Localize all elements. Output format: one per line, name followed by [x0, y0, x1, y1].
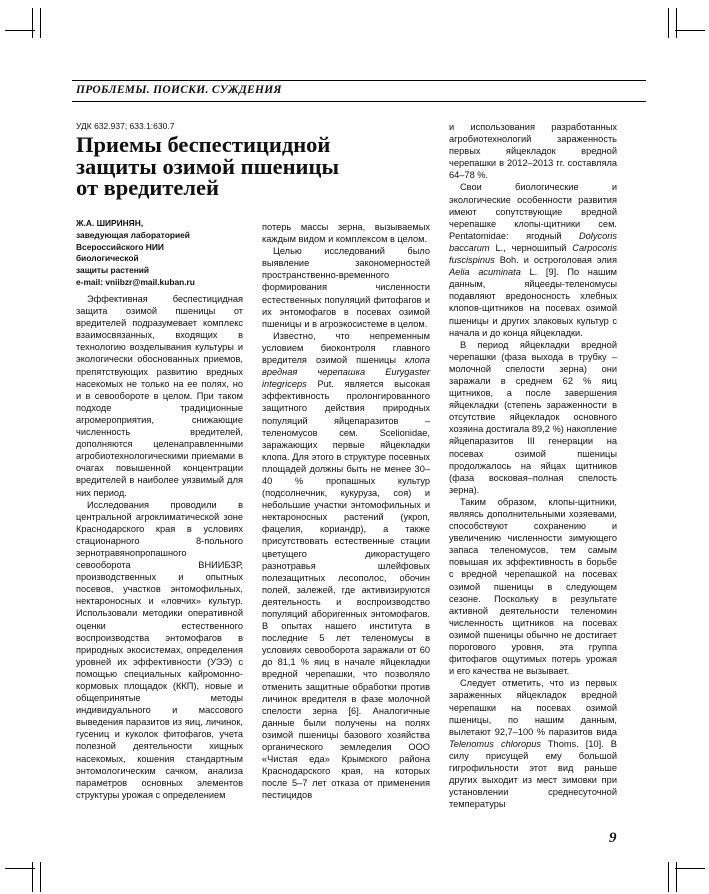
- crop-mark: [675, 868, 705, 869]
- text-run: Boh. и остроголовая элия: [494, 255, 617, 266]
- paragraph: потерь массы зерна, вызываемых каждым видом и комплексом в целом.: [262, 222, 430, 245]
- species-name: Carpocoris fuscispinus: [449, 242, 617, 266]
- paragraph: Целью исследований было выявление закономерностей пространственно-временного формирования численности естественных популяций фитофагов и их энтомофагов в посевах озимой пшеницы и в агроэкосистеме в целом.: [262, 246, 430, 329]
- species-name: Aelia acuminata: [449, 267, 521, 278]
- udc-code: УДК 632.937; 633.1:630.7: [76, 121, 175, 131]
- article-title: [76, 134, 416, 199]
- text-run: L., черношипый: [489, 242, 573, 253]
- paragraph: Таким образом, клопы-щитники, являясь дополнительными хозяевами, способствуют сохранению и увеличению численности зимующего запаса теленомусов, тем самым повышая их эффективность в борьбе с вредной черепашкой на посевах озимой пшеницы в следующем сезоне. Поскольку в результате активной деятельности теленомин численность щитников на посевах озимой пшеницы обычно не достигает порогового уровня, эта группа фитофагов ощутимых потерь урожая и его качества не вызывает.: [449, 496, 617, 677]
- text-column-3: [449, 121, 617, 810]
- paragraph: Эффективная беспестицидная защита озимой пшеницы от вредителей подразумевает комплекс взаимосвязанных, входящих в технологию возделывания культуры и экологически обоснованных приемов, препятствующих развитию вредных насекомых не только на ее полях, но и в севообороте в целом. При таком подходе традиционные агромероприятия, снижающие численность вредителей, дополняются целенаправленными агробиотехнологическими приемами в очагах повышенной концентрации вредителей в наиболее уязвимый для них период.: [76, 294, 243, 498]
- species-name: клопа вредная черепашка Eurygaster integriceps: [262, 355, 430, 390]
- paragraph: В период яйцекладки вредной черепашки (фаза выхода в трубку – молочной спелости зерна) они заражали в среднем 62 % яиц щитников, а после завершения яйцекладки (степень зараженности в отсутствие яйцекладок основного хозяина достигала 89,2 %) накопление яйцепаразитов III генерации на посевах озимой пшеницы продолжалось на яйцах щитников (фаза восковая–полная спелость зерна).: [449, 339, 617, 495]
- header-rule-top: [72, 80, 646, 81]
- crop-mark: [5, 30, 35, 31]
- text-run: Свои биологические и экологические особенности развития имеют сопутствующие вредной черепашке клопы-щитники сем. Pentatomidae: ягодный: [449, 182, 617, 241]
- header-rule-bottom: [72, 101, 646, 102]
- crop-mark: [676, 8, 677, 38]
- crop-mark: [32, 8, 33, 38]
- species-name: Telenomus chloropus: [449, 738, 542, 749]
- text-run: Известно, что непременным условием биоконтроля главного вредителя озимой пшеницы: [262, 330, 430, 366]
- crop-mark: [40, 8, 41, 38]
- crop-mark: [675, 30, 705, 31]
- author-org: биологической: [76, 253, 139, 264]
- page-number: 9: [609, 830, 617, 846]
- author-name: Ж.А. ШИРИНЯН,: [76, 218, 144, 228]
- title-line: защиты озимой пшеницы: [76, 153, 340, 179]
- species-name: Dolycoris baccarum: [449, 230, 617, 253]
- author-org: Всероссийского НИИ: [76, 241, 164, 252]
- crop-mark: [676, 862, 677, 892]
- crop-mark: [668, 862, 669, 892]
- paragraph: [449, 677, 617, 810]
- paragraph: [449, 181, 617, 338]
- author-email: e-mail: vniibzr@mail.kuban.ru: [76, 276, 195, 287]
- crop-mark: [32, 862, 33, 892]
- section-title: ПРОБЛЕМЫ. ПОИСКИ. СУЖДЕНИЯ: [76, 84, 282, 96]
- text-run: Следует отметить, что из первых зараженных яйцекладок вредной черепашки на посевах озимой пшеницы, по нашим данным, вылетают 92,7–100 % паразитов вида: [449, 678, 617, 737]
- crop-mark: [668, 8, 669, 38]
- text-run: Thoms. [10]. В силу присущей ему большой гигрофильности этот вид раньше других выходит из мест зимовки при установлении среднесуточной температуры: [449, 738, 617, 810]
- crop-mark: [40, 862, 41, 892]
- paragraph: [262, 330, 430, 802]
- paragraph: Исследования проводили в центральной агроклиматической зоне Краснодарского края в условиях стационарного 8-польного зернотравянопропашного севооборота ВНИИБЗР, производственных и опытных посевов, участков энтомофильных, нектароносных и «ловчих» культур. Использовали методики оперативной оценки естественного воспроизводства энтомофагов в природных экосистемах, определения уровней их эффективности (УЭЭ) с помощью специальных кайромонно-кормовых площадок (ККП), новые и общепринятые методы индивидуального и массового выведения паразитов из яиц, личинок, гусениц и куколок фитофагов, учета полезной деятельности хищных насекомых, кошения стандартным энтомологическим сачком, анализа параметров основных элементов структуры урожая с определением: [76, 499, 243, 800]
- title-line: Приемы беспестицидной: [76, 132, 331, 157]
- author-block: [76, 218, 251, 289]
- title-line: от вредителей: [76, 175, 219, 200]
- author-position: заведующая лабораторией: [76, 229, 190, 240]
- author-org: защиты растений: [76, 265, 150, 276]
- text-column-2: [262, 221, 430, 802]
- text-run: Put. является высокая эффективность пролонгированного защитного действия природных популяций яйцепаразитов – теленомусов сем. Scelionidae, заражающих первые яйцекладки клопа. Для этого в структуре посевных площадей должны быть не менее 30–40 % пропашных культур (подсолнечник, кукуруза, соя) и небольшие участки энтомофильных и нектароносных растений (укроп, фацелия, кориандр), а также присутствовать естественные стации цветущего дикорастущего разнотравья шлейфовых полезащитных лесополос, обочин полей, залежей, где активизируются деятельность и воспроизводство популяций аборигенных энтомофагов. В опытах нашего института в последние 5 лет теленомусы в условиях севооборота заражали от 60 до 81,1 % яиц в начале яйцекладки вредной черепашки, что позволяло отменить защитные обработки против личинок вредителя в фазе молочной спелости зерна [6]. Аналогичные данные были получены на полях озимой пшеницы базового хозяйства органического земледелия ООО «Чистая еда» Крымского района Краснодарского края, на которых после 5–7 лет отказа от применения пестицидов: [262, 379, 430, 801]
- text-run: L. [9]. По нашим данным, яйцееды-теленомусы подавляют вредоносность хлебных клопов-щитников на посевах озимой пшеницы и других злаковых культур с начала и до конца яйцекладки.: [449, 267, 617, 338]
- paragraph: и использования разработанных агробиотехнологий зараженность первых яйцекладок вредной черепашки в 2012–2013 гг. составляла 64–78 %.: [449, 122, 617, 181]
- crop-mark: [5, 868, 35, 869]
- text-column-1: [76, 293, 243, 801]
